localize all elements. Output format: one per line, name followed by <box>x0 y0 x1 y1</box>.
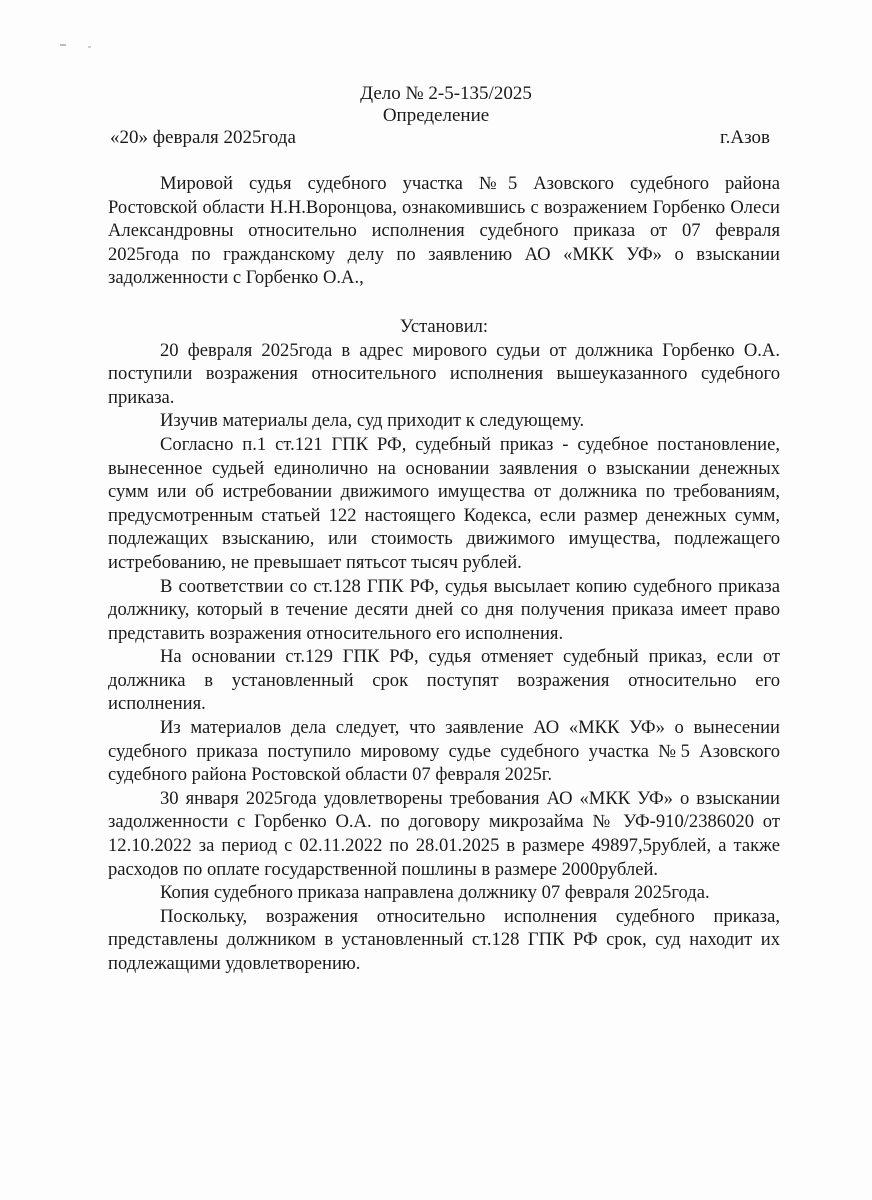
body-paragraph: 20 февраля 2025года в адрес мирового судьи от должника Горбенко О.А. поступили возражения относительного исполнения вышеуказанного судебного приказа. <box>108 339 780 408</box>
scan-speck <box>88 46 91 48</box>
established-heading: Установил: <box>399 315 489 337</box>
document-body <box>108 172 780 976</box>
document-date: «20» февраля 2025года <box>110 127 296 148</box>
document-city: г.Азов <box>720 127 770 148</box>
intro-paragraph: Мировой судья судебного участка №5 Азовского судебного района Ростовской области Н.Н.Воронцова, ознакомившись с возражением Горбенко Олеси Александровны относительно исполнения судебного приказа от 07 февраля 2025года по гражданскому делу по заявлению АО «МКК УФ» о взыскании задолженности с Горбенко О.А., <box>108 173 780 289</box>
body-paragraph: Поскольку, возражения относительно исполнения судебного приказа, представлены должником в установленный ст.128 ГПК РФ срок, суд находит их подлежащими удовлетворению. <box>108 905 780 974</box>
body-paragraph: На основании ст.129 ГПК РФ, судья отменяет судебный приказ, если от должника в установленный срок поступят возражения относительно его исполнения. <box>108 646 780 715</box>
body-paragraph: Из материалов дела следует, что заявление АО «МКК УФ» о вынесении судебного приказа поступило мировому судье судебного участка №5 Азовского судебного района Ростовской области 07 февраля 2025г. <box>108 717 780 786</box>
body-paragraph: В соответствии со ст.128 ГПК РФ, судья высылает копию судебного приказа должнику, который в течение десяти дней со дня получения приказа имеет право представить возражения относительного его исполнения. <box>108 575 780 644</box>
body-paragraph: Изучив материалы дела, суд приходит к следующему. <box>160 410 585 432</box>
case-number: Дело № 2-5-135/2025 <box>360 83 532 104</box>
document-type: Определение <box>382 105 490 126</box>
date-line <box>110 126 770 150</box>
body-paragraph: Согласно п.1 ст.121 ГПК РФ, судебный приказ - судебное постановление, вынесенное судьей единолично на основании заявления о взыскании денежных сумм или об истребовании движимого имущества от должника по требованиям, предусмотренным статьей 122 настоящего Кодекса, если размер денежных сумм, подлежащих взысканию, или стоимость движимого имущества, подлежащего истребованию, не превышает пятьсот тысяч рублей. <box>108 433 780 573</box>
scan-speck <box>60 44 66 46</box>
body-paragraph: Копия судебного приказа направлена должнику 07 февраля 2025года. <box>160 882 710 904</box>
body-paragraph: 30 января 2025года удовлетворены требования АО «МКК УФ» о взыскании задолженности с Горбенко О.А. по договору микрозайма № УФ-910/2386020 от 12.10.2022 за период с 02.11.2022 по 28.01.2025 в размере 49897,5рублей, а также расходов по оплате государственной пошлины в размере 2000рублей. <box>108 787 780 880</box>
